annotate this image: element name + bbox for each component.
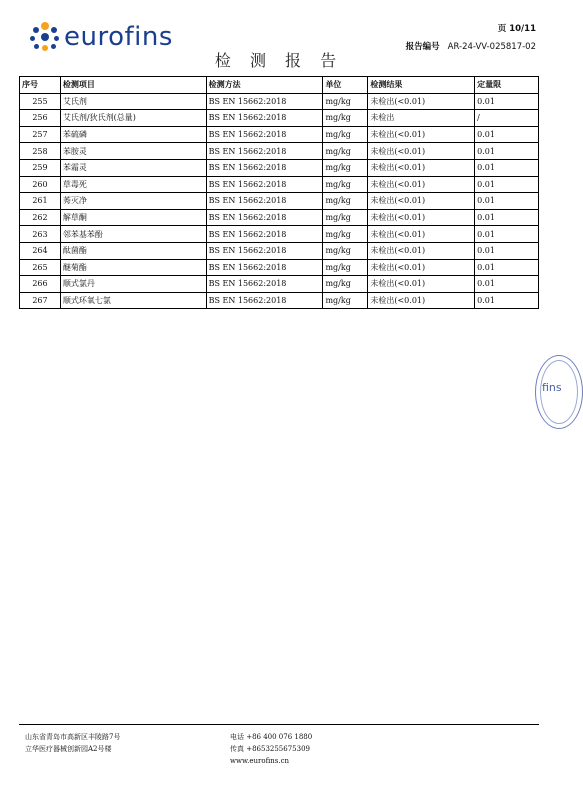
- side-stamp-text: fins: [542, 381, 562, 394]
- cell-index: 264: [20, 242, 61, 259]
- cell-result: 未检出(<0.01): [368, 193, 475, 210]
- brand-name: eurofins: [64, 22, 173, 52]
- cell-result: 未检出(<0.01): [368, 209, 475, 226]
- table-row: [20, 159, 539, 176]
- cell-item: 顺式氯丹: [60, 276, 206, 293]
- cell-item: 艾氏剂: [60, 93, 206, 110]
- cell-method: BS EN 15662:2018: [206, 143, 323, 160]
- table-row: [20, 93, 539, 110]
- cell-loq: 0.01: [475, 209, 539, 226]
- website-link[interactable]: www.eurofins.cn: [230, 757, 290, 765]
- cell-loq: 0.01: [475, 276, 539, 293]
- cell-item: 艾氏剂/狄氏剂(总量): [60, 110, 206, 127]
- table-row: [20, 259, 539, 276]
- table-row: [20, 276, 539, 293]
- cell-result: 未检出(<0.01): [368, 143, 475, 160]
- table-row: [20, 292, 539, 309]
- cell-item: 邻苯基苯酚: [60, 226, 206, 243]
- col-header-index: 序号: [20, 77, 61, 94]
- cell-unit: mg/kg: [323, 159, 368, 176]
- cell-result: 未检出(<0.01): [368, 93, 475, 110]
- cell-unit: mg/kg: [323, 226, 368, 243]
- report-number-label: 报告编号: [405, 42, 440, 52]
- side-stamp: [535, 355, 583, 429]
- cell-unit: mg/kg: [323, 176, 368, 193]
- table-row: [20, 176, 539, 193]
- cell-index: 266: [20, 276, 61, 293]
- cell-item: 苯硫磷: [60, 126, 206, 143]
- report-number-value: AR-24-VV-025817-02: [447, 42, 536, 52]
- cell-unit: mg/kg: [323, 242, 368, 259]
- cell-index: 261: [20, 193, 61, 210]
- cell-method: BS EN 15662:2018: [206, 242, 323, 259]
- table-row: [20, 193, 539, 210]
- cell-item: 莠灭净: [60, 193, 206, 210]
- cell-method: BS EN 15662:2018: [206, 259, 323, 276]
- cell-unit: mg/kg: [323, 292, 368, 309]
- cell-index: 262: [20, 209, 61, 226]
- cell-index: 257: [20, 126, 61, 143]
- cell-loq: 0.01: [475, 93, 539, 110]
- col-header-item: 检测项目: [60, 77, 206, 94]
- cell-method: BS EN 15662:2018: [206, 292, 323, 309]
- cell-loq: 0.01: [475, 143, 539, 160]
- table-header-row: [20, 77, 539, 94]
- table-row: [20, 126, 539, 143]
- cell-method: BS EN 15662:2018: [206, 276, 323, 293]
- page-title: 检 测 报 告: [214, 51, 344, 70]
- cell-loq: 0.01: [475, 176, 539, 193]
- cell-loq: 0.01: [475, 159, 539, 176]
- cell-index: 265: [20, 259, 61, 276]
- table-row: [20, 242, 539, 259]
- cell-method: BS EN 15662:2018: [206, 176, 323, 193]
- cell-item: 苯霜灵: [60, 159, 206, 176]
- cell-method: BS EN 15662:2018: [206, 126, 323, 143]
- cell-result: 未检出(<0.01): [368, 126, 475, 143]
- cell-loq: 0.01: [475, 193, 539, 210]
- cell-index: 255: [20, 93, 61, 110]
- col-header-unit: 单位: [323, 77, 368, 94]
- cell-item: 醚菊酯: [60, 259, 206, 276]
- cell-loq: /: [475, 110, 539, 127]
- cell-loq: 0.01: [475, 126, 539, 143]
- cell-result: 未检出(<0.01): [368, 176, 475, 193]
- cell-loq: 0.01: [475, 242, 539, 259]
- cell-item: 酞菌酯: [60, 242, 206, 259]
- table-row: [20, 143, 539, 160]
- cell-item: 解草酮: [60, 209, 206, 226]
- cell-item: 苯胺灵: [60, 143, 206, 160]
- cell-result: 未检出(<0.01): [368, 242, 475, 259]
- fax-number: 传真 +8653255675309: [230, 745, 310, 753]
- cell-index: 258: [20, 143, 61, 160]
- table-row: [20, 110, 539, 127]
- cell-item: 顺式环氧七氯: [60, 292, 206, 309]
- address-line-1: 山东省青岛市高新区丰陵路7号: [25, 733, 121, 741]
- table-row: [20, 209, 539, 226]
- page-number: 页 10/11: [497, 24, 536, 34]
- cell-loq: 0.01: [475, 226, 539, 243]
- cell-method: BS EN 15662:2018: [206, 159, 323, 176]
- cell-result: 未检出: [368, 110, 475, 127]
- cell-method: BS EN 15662:2018: [206, 226, 323, 243]
- cell-result: 未检出(<0.01): [368, 159, 475, 176]
- cell-method: BS EN 15662:2018: [206, 193, 323, 210]
- cell-unit: mg/kg: [323, 93, 368, 110]
- cell-result: 未检出(<0.01): [368, 276, 475, 293]
- cell-method: BS EN 15662:2018: [206, 93, 323, 110]
- cell-result: 未检出(<0.01): [368, 226, 475, 243]
- footer-divider: [19, 724, 539, 725]
- phone-number: 电话 +86 400 076 1880: [230, 733, 313, 741]
- cell-loq: 0.01: [475, 292, 539, 309]
- cell-unit: mg/kg: [323, 126, 368, 143]
- col-header-result: 检测结果: [368, 77, 475, 94]
- results-table: [19, 76, 539, 309]
- cell-index: 260: [20, 176, 61, 193]
- cell-unit: mg/kg: [323, 110, 368, 127]
- cell-method: BS EN 15662:2018: [206, 110, 323, 127]
- cell-unit: mg/kg: [323, 259, 368, 276]
- table-row: [20, 226, 539, 243]
- address-line-2: 立华医疗器械创新园A2号楼: [25, 745, 112, 753]
- cell-loq: 0.01: [475, 259, 539, 276]
- footer-contact: [230, 731, 312, 767]
- cell-unit: mg/kg: [323, 193, 368, 210]
- cell-method: BS EN 15662:2018: [206, 209, 323, 226]
- cell-index: 267: [20, 292, 61, 309]
- cell-index: 263: [20, 226, 61, 243]
- cell-index: 259: [20, 159, 61, 176]
- cell-result: 未检出(<0.01): [368, 259, 475, 276]
- footer-address: [25, 731, 120, 755]
- cell-item: 草毒死: [60, 176, 206, 193]
- cell-unit: mg/kg: [323, 143, 368, 160]
- cell-unit: mg/kg: [323, 209, 368, 226]
- cell-index: 256: [20, 110, 61, 127]
- col-header-method: 检测方法: [206, 77, 323, 94]
- col-header-loq: 定量限: [475, 77, 539, 94]
- cell-unit: mg/kg: [323, 276, 368, 293]
- cell-result: 未检出(<0.01): [368, 292, 475, 309]
